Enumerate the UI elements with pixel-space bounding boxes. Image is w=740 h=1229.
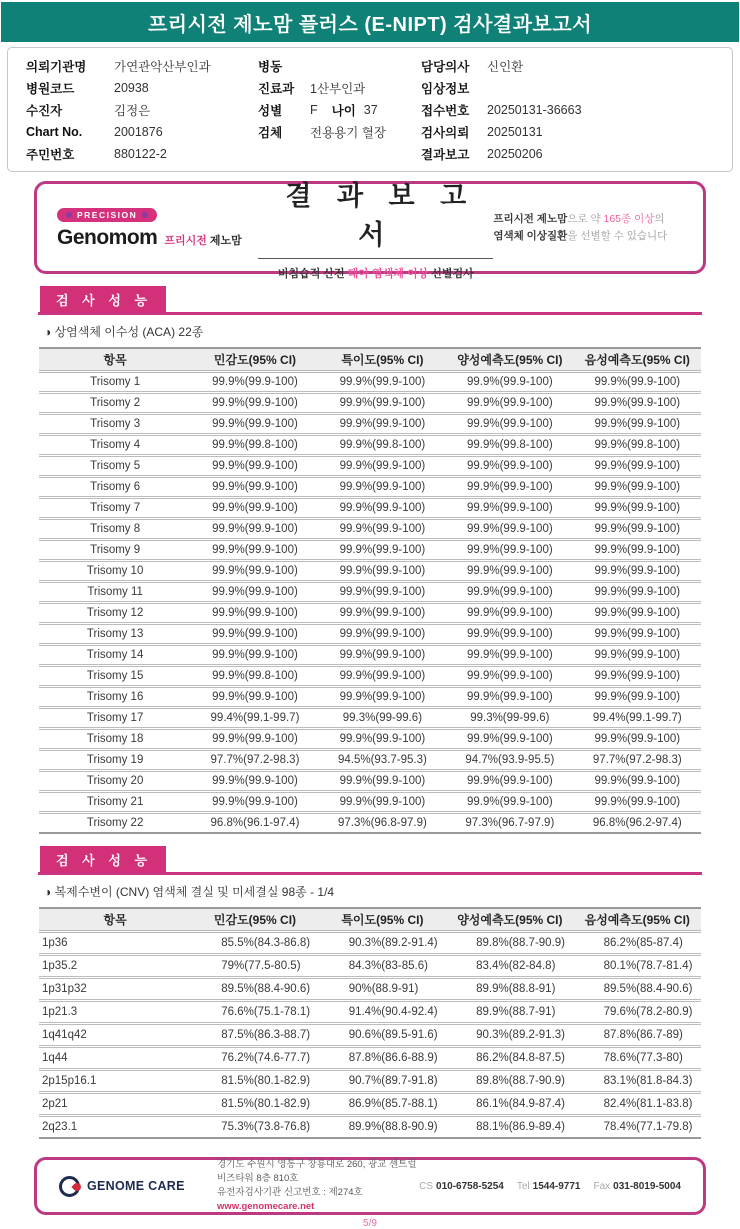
info-label: 수진자	[26, 104, 63, 118]
table-cell: 99.9%(99.9-100)	[574, 539, 701, 560]
address-line-1: 경기도 수원시 영통구 창룡대로 260, 광교 센트럴비즈타워 8층 810호	[217, 1158, 417, 1184]
table-cell: 81.5%(80.1-82.9)	[191, 1069, 318, 1092]
table-cell: 79%(77.5-80.5)	[191, 954, 318, 977]
table-cell: 99.9%(99.8-100)	[446, 434, 573, 455]
table-cell: 89.8%(88.7-90.9)	[446, 931, 573, 954]
table-row	[39, 728, 701, 749]
aca-performance-table	[39, 347, 701, 834]
info-row	[258, 55, 403, 77]
info-value: 2001876	[114, 125, 163, 139]
table-cell: 99.9%(99.9-100)	[574, 728, 701, 749]
table-cell: 99.9%(99.9-100)	[191, 497, 318, 518]
table-cell: 86.2%(85-87.4)	[574, 931, 701, 954]
table-row	[39, 749, 701, 770]
table-cell: Trisomy 1	[39, 371, 191, 392]
table-cell: 1p35.2	[39, 954, 191, 977]
table-cell: Trisomy 16	[39, 686, 191, 707]
tel-number: Tel 1544-9771	[516, 1180, 581, 1192]
table-cell: Trisomy 11	[39, 581, 191, 602]
table-cell: Trisomy 4	[39, 434, 191, 455]
result-report-title: 결 과 보 고 서	[285, 181, 476, 250]
table-cell: 99.9%(99.9-100)	[574, 476, 701, 497]
table-cell: 2q23.1	[39, 1115, 191, 1138]
info-label: 검체	[258, 126, 283, 140]
table-row	[39, 707, 701, 728]
table-cell: 94.5%(93.7-95.3)	[319, 749, 446, 770]
brand-name: Genomom	[57, 226, 158, 249]
info-value: 37	[363, 103, 378, 117]
table-cell: 99.9%(99.9-100)	[191, 623, 318, 644]
table-cell: 99.4%(99.1-99.7)	[191, 707, 318, 728]
table-cell: Trisomy 15	[39, 665, 191, 686]
table-cell: Trisomy 17	[39, 707, 191, 728]
table-cell: 86.2%(84.8-87.5)	[446, 1046, 573, 1069]
table-cell: 1p36	[39, 931, 191, 954]
page-number: 5/9	[363, 1218, 377, 1229]
table-cell: 89.9%(88.8-91)	[446, 977, 573, 1000]
table-cell: Trisomy 22	[39, 812, 191, 833]
table-row	[39, 954, 701, 977]
info-label: 검사의뢰	[421, 126, 470, 140]
table-cell: Trisomy 13	[39, 623, 191, 644]
table-cell: 99.4%(99.1-99.7)	[574, 707, 701, 728]
info-label: 담당의사	[421, 60, 470, 74]
table-cell: 99.9%(99.9-100)	[319, 560, 446, 581]
cnv-performance-table	[39, 907, 701, 1139]
table-cell: 99.9%(99.9-100)	[191, 560, 318, 581]
table-row	[39, 1000, 701, 1023]
table-cell: 99.9%(99.9-100)	[574, 497, 701, 518]
table-cell: 89.8%(88.7-90.9)	[446, 1069, 573, 1092]
table-cell: 99.9%(99.9-100)	[319, 413, 446, 434]
table-cell: Trisomy 3	[39, 413, 191, 434]
table-cell: 99.9%(99.9-100)	[319, 455, 446, 476]
result-report-header-box	[34, 181, 706, 280]
table-cell: 75.3%(73.8-76.8)	[191, 1115, 318, 1138]
table-cell: 90.3%(89.2-91.3)	[446, 1023, 573, 1046]
table-cell: 99.9%(99.9-100)	[446, 644, 573, 665]
table-cell: 99.9%(99.8-100)	[574, 434, 701, 455]
table-row	[39, 791, 701, 812]
info-row	[421, 143, 716, 165]
table-cell: 2p15p16.1	[39, 1069, 191, 1092]
table-cell: 99.9%(99.9-100)	[191, 644, 318, 665]
table-cell: 99.9%(99.9-100)	[319, 602, 446, 623]
badge-dot-icon	[66, 212, 72, 218]
info-row	[421, 99, 716, 121]
table-cell: 99.9%(99.9-100)	[191, 539, 318, 560]
table-cell: 99.9%(99.9-100)	[446, 665, 573, 686]
table-cell: 99.9%(99.9-100)	[319, 476, 446, 497]
fax-number: Fax 031-8019-5004	[593, 1180, 681, 1192]
table-cell: 1p21.3	[39, 1000, 191, 1023]
result-report-title-block	[258, 174, 493, 281]
cs-number: CS 010-6758-5254	[419, 1180, 504, 1192]
brand-line	[57, 226, 258, 250]
info-row	[258, 77, 403, 99]
table-header-row	[39, 348, 701, 371]
section-badge: 검 사 성 능	[40, 286, 166, 312]
column-header: 음성예측도(95% CI)	[574, 348, 701, 371]
table-cell: 99.9%(99.9-100)	[574, 518, 701, 539]
table-cell: 90.3%(89.2-91.4)	[319, 931, 446, 954]
table-cell: 99.9%(99.9-100)	[446, 686, 573, 707]
table-cell: Trisomy 7	[39, 497, 191, 518]
table-cell: 99.9%(99.9-100)	[574, 602, 701, 623]
info-row	[26, 99, 258, 121]
table-cell: 99.9%(99.9-100)	[574, 392, 701, 413]
table-row	[39, 1023, 701, 1046]
table-cell: 86.1%(84.9-87.4)	[446, 1092, 573, 1115]
info-value: 20250131-36663	[487, 103, 582, 117]
table-cell: 99.3%(99-99.6)	[446, 707, 573, 728]
table-row	[39, 455, 701, 476]
info-value: 전용용기 혈장	[310, 126, 386, 140]
table-cell: 76.6%(75.1-78.1)	[191, 1000, 318, 1023]
table-cell: 99.9%(99.9-100)	[574, 665, 701, 686]
info-label: Chart No.	[26, 125, 83, 139]
table-cell: Trisomy 10	[39, 560, 191, 581]
table-cell: 99.9%(99.9-100)	[191, 392, 318, 413]
table-row	[39, 602, 701, 623]
table-cell: 76.2%(74.6-77.7)	[191, 1046, 318, 1069]
table-cell: 99.9%(99.9-100)	[574, 770, 701, 791]
table-header-row	[39, 908, 701, 931]
table-cell: 99.9%(99.9-100)	[446, 623, 573, 644]
table-cell: 99.9%(99.9-100)	[191, 518, 318, 539]
table-cell: 99.9%(99.9-100)	[319, 539, 446, 560]
patient-info-box	[7, 47, 733, 172]
info-row	[26, 143, 258, 165]
table-cell: 99.9%(99.9-100)	[191, 770, 318, 791]
result-report-subtitle: 비침습적 산전 태아 염색체 이상 선별검사	[277, 268, 474, 280]
table-cell: 99.9%(99.9-100)	[191, 686, 318, 707]
table-cell: 99.9%(99.9-100)	[319, 644, 446, 665]
info-value: 1산부인과	[310, 82, 366, 96]
column-header: 항목	[39, 908, 191, 931]
table-row	[39, 413, 701, 434]
info-label: 병동	[258, 60, 283, 74]
table-cell: 99.9%(99.9-100)	[446, 455, 573, 476]
genomom-brand-block	[57, 205, 258, 250]
table-cell: 90.7%(89.7-91.8)	[319, 1069, 446, 1092]
table-row	[39, 977, 701, 1000]
table-cell: 97.7%(97.2-98.3)	[574, 749, 701, 770]
table-cell: 99.9%(99.9-100)	[319, 665, 446, 686]
info-label: 성별	[258, 104, 283, 118]
info-row	[421, 55, 716, 77]
report-note: 프리시전 제노맘으로 약 165종 이상의 염색체 이상질환을 선별할 수 있습니다	[493, 213, 668, 242]
table-cell: 97.3%(96.8-97.9)	[319, 812, 446, 833]
column-header: 특이도(95% CI)	[319, 908, 446, 931]
table-cell: 82.4%(81.1-83.8)	[574, 1092, 701, 1115]
table-row	[39, 518, 701, 539]
table-cell: 99.9%(99.9-100)	[319, 728, 446, 749]
table-cell: 99.9%(99.9-100)	[446, 581, 573, 602]
table-cell: Trisomy 12	[39, 602, 191, 623]
table-row	[39, 931, 701, 954]
table-cell: Trisomy 2	[39, 392, 191, 413]
table-cell: 87.8%(86.6-88.9)	[319, 1046, 446, 1069]
table-cell: 99.9%(99.9-100)	[319, 392, 446, 413]
table-cell: 83.4%(82-84.8)	[446, 954, 573, 977]
table-cell: 99.9%(99.9-100)	[574, 644, 701, 665]
info-label: 나이	[331, 104, 356, 118]
section-subtitle-cnv: ◑ 복제수변이 (CNV) 염색체 결실 및 미세결실 98종 - 1/4	[44, 885, 335, 899]
table-cell: 99.9%(99.9-100)	[574, 791, 701, 812]
table-cell: 99.9%(99.9-100)	[446, 728, 573, 749]
table-row	[39, 539, 701, 560]
info-value: 김정은	[114, 104, 151, 118]
patient-info-col-1	[26, 55, 258, 165]
table-cell: Trisomy 9	[39, 539, 191, 560]
info-row	[26, 121, 258, 143]
patient-info-col-3	[403, 55, 716, 165]
table-cell: 1q41q42	[39, 1023, 191, 1046]
genomecare-logo-icon	[59, 1176, 80, 1197]
info-value: 880122-2	[114, 147, 167, 161]
table-cell: 94.7%(93.9-95.5)	[446, 749, 573, 770]
table-row	[39, 497, 701, 518]
table-cell: 99.9%(99.9-100)	[191, 728, 318, 749]
table-row	[39, 392, 701, 413]
info-row	[258, 121, 403, 143]
table-cell: 99.9%(99.8-100)	[191, 434, 318, 455]
precision-badge	[57, 208, 157, 222]
table-cell: 99.9%(99.9-100)	[446, 476, 573, 497]
info-label: 주민번호	[26, 148, 75, 162]
section-header-aca	[38, 290, 702, 315]
info-label: 병원코드	[26, 82, 75, 96]
table-cell: 99.9%(99.9-100)	[446, 371, 573, 392]
table-cell: 99.9%(99.9-100)	[446, 518, 573, 539]
table-row	[39, 623, 701, 644]
table-cell: 99.9%(99.9-100)	[191, 455, 318, 476]
table-cell: 99.9%(99.9-100)	[319, 581, 446, 602]
table-cell: 89.9%(88.8-90.9)	[319, 1115, 446, 1138]
table-cell: 99.9%(99.9-100)	[574, 413, 701, 434]
section-badge: 검 사 성 능	[40, 846, 166, 872]
table-cell: 87.5%(86.3-88.7)	[191, 1023, 318, 1046]
info-label: 임상정보	[421, 82, 470, 96]
precision-badge-label: PRECISION	[77, 210, 138, 220]
title-underline	[258, 258, 493, 259]
table-cell: 90.6%(89.5-91.6)	[319, 1023, 446, 1046]
table-cell: 99.9%(99.9-100)	[319, 371, 446, 392]
info-value: 20250206	[487, 147, 543, 161]
info-label: 의뢰기관명	[26, 60, 87, 74]
table-cell: Trisomy 6	[39, 476, 191, 497]
table-cell: 99.9%(99.9-100)	[574, 686, 701, 707]
table-cell: 99.9%(99.9-100)	[446, 539, 573, 560]
table-cell: 84.3%(83-85.6)	[319, 954, 446, 977]
table-cell: 99.9%(99.9-100)	[446, 602, 573, 623]
table-cell: 89.9%(88.7-91)	[446, 1000, 573, 1023]
info-label: 접수번호	[421, 104, 470, 118]
column-header: 음성예측도(95% CI)	[574, 908, 701, 931]
table-cell: Trisomy 19	[39, 749, 191, 770]
report-title-bar	[1, 2, 739, 42]
column-header: 양성예측도(95% CI)	[446, 908, 573, 931]
table-row	[39, 812, 701, 833]
column-header: 특이도(95% CI)	[319, 348, 446, 371]
table-cell: 78.4%(77.1-79.8)	[574, 1115, 701, 1138]
table-row	[39, 770, 701, 791]
table-cell: 91.4%(90.4-92.4)	[319, 1000, 446, 1023]
info-value: 신인환	[487, 60, 524, 74]
table-cell: 99.9%(99.9-100)	[319, 686, 446, 707]
table-cell: 99.9%(99.9-100)	[574, 623, 701, 644]
column-header: 양성예측도(95% CI)	[446, 348, 573, 371]
table-row	[39, 1115, 701, 1138]
patient-info-col-2	[258, 55, 403, 165]
table-cell: Trisomy 14	[39, 644, 191, 665]
table-cell: 96.8%(96.1-97.4)	[191, 812, 318, 833]
report-title: 프리시전 제노맘 플러스 (E-NIPT) 검사결과보고서	[147, 13, 593, 36]
table-cell: Trisomy 20	[39, 770, 191, 791]
info-row	[258, 99, 403, 121]
footer-address	[217, 1158, 419, 1215]
table-cell: 97.3%(96.7-97.9)	[446, 812, 573, 833]
table-cell: 99.9%(99.9-100)	[574, 581, 701, 602]
table-cell: 99.9%(99.9-100)	[574, 455, 701, 476]
section-subtitle-aca: ◑ 상염색체 이수성 (ACA) 22종	[44, 325, 204, 339]
table-cell: 99.9%(99.9-100)	[446, 560, 573, 581]
info-value: F	[310, 103, 318, 117]
table-cell: 97.7%(97.2-98.3)	[191, 749, 318, 770]
info-value: 가연관악산부인과	[114, 60, 211, 74]
table-cell: 88.1%(86.9-89.4)	[446, 1115, 573, 1138]
table-row	[39, 1069, 701, 1092]
table-cell: 99.9%(99.8-100)	[319, 434, 446, 455]
info-label: 진료과	[258, 82, 295, 96]
table-row	[39, 371, 701, 392]
table-row	[39, 476, 701, 497]
table-cell: 99.9%(99.9-100)	[191, 371, 318, 392]
table-cell: 87.8%(86.7-89)	[574, 1023, 701, 1046]
table-cell: 99.9%(99.9-100)	[446, 791, 573, 812]
table-cell: Trisomy 8	[39, 518, 191, 539]
brand-korean-name: 프리시전 제노맘	[164, 235, 242, 247]
column-header: 민감도(95% CI)	[191, 908, 318, 931]
table-cell: 90%(88.9-91)	[319, 977, 446, 1000]
table-cell: 99.9%(99.9-100)	[191, 602, 318, 623]
table-cell: 99.9%(99.9-100)	[446, 770, 573, 791]
table-cell: 99.9%(99.9-100)	[446, 413, 573, 434]
table-cell: 99.9%(99.9-100)	[319, 791, 446, 812]
table-cell: 99.9%(99.9-100)	[319, 623, 446, 644]
table-cell: 99.9%(99.9-100)	[319, 497, 446, 518]
table-cell: 99.3%(99-99.6)	[319, 707, 446, 728]
info-row	[26, 77, 258, 99]
table-cell: 99.9%(99.9-100)	[191, 791, 318, 812]
table-cell: 80.1%(78.7-81.4)	[574, 954, 701, 977]
table-cell: 1q44	[39, 1046, 191, 1069]
column-header: 항목	[39, 348, 191, 371]
footer-contact	[419, 1181, 681, 1192]
info-value: 20938	[114, 81, 149, 95]
info-label: 결과보고	[421, 148, 470, 162]
table-row	[39, 560, 701, 581]
address-line-2: 유전자검사기관 신고번호 : 제274호	[217, 1187, 363, 1198]
table-cell: 99.9%(99.9-100)	[574, 560, 701, 581]
table-cell: 78.6%(77.3-80)	[574, 1046, 701, 1069]
table-row	[39, 686, 701, 707]
table-cell: 85.5%(84.3-86.8)	[191, 931, 318, 954]
table-cell: 83.1%(81.8-84.3)	[574, 1069, 701, 1092]
genomecare-logo-text: GENOME CARE	[87, 1179, 185, 1193]
table-cell: 1p31p32	[39, 977, 191, 1000]
table-row	[39, 665, 701, 686]
table-cell: Trisomy 21	[39, 791, 191, 812]
table-cell: Trisomy 5	[39, 455, 191, 476]
table-row	[39, 581, 701, 602]
website-link[interactable]: www.genomecare.net	[217, 1201, 315, 1213]
section-header-cnv	[38, 850, 702, 875]
table-cell: 99.9%(99.9-100)	[191, 413, 318, 434]
table-cell: 2p21	[39, 1092, 191, 1115]
badge-dot-icon	[142, 212, 148, 218]
table-cell: 99.9%(99.9-100)	[319, 518, 446, 539]
table-cell: Trisomy 18	[39, 728, 191, 749]
table-row	[39, 434, 701, 455]
info-value: 20250131	[487, 125, 543, 139]
table-cell: 86.9%(85.7-88.1)	[319, 1092, 446, 1115]
table-row	[39, 1046, 701, 1069]
footer-box	[34, 1157, 706, 1215]
info-row	[421, 121, 716, 143]
genomecare-logo	[59, 1176, 217, 1197]
table-cell: 99.9%(99.9-100)	[191, 581, 318, 602]
table-cell: 99.9%(99.9-100)	[191, 476, 318, 497]
table-row	[39, 1092, 701, 1115]
table-cell: 89.5%(88.4-90.6)	[574, 977, 701, 1000]
table-cell: 89.5%(88.4-90.6)	[191, 977, 318, 1000]
table-cell: 99.9%(99.9-100)	[446, 497, 573, 518]
column-header: 민감도(95% CI)	[191, 348, 318, 371]
table-row	[39, 644, 701, 665]
report-page	[0, 2, 740, 1229]
table-cell: 99.9%(99.8-100)	[191, 665, 318, 686]
table-cell: 96.8%(96.2-97.4)	[574, 812, 701, 833]
table-cell: 99.9%(99.9-100)	[319, 770, 446, 791]
table-cell: 99.9%(99.9-100)	[574, 371, 701, 392]
info-row	[421, 77, 716, 99]
info-row	[26, 55, 258, 77]
table-cell: 99.9%(99.9-100)	[446, 392, 573, 413]
table-cell: 81.5%(80.1-82.9)	[191, 1092, 318, 1115]
table-cell: 79.6%(78.2-80.9)	[574, 1000, 701, 1023]
